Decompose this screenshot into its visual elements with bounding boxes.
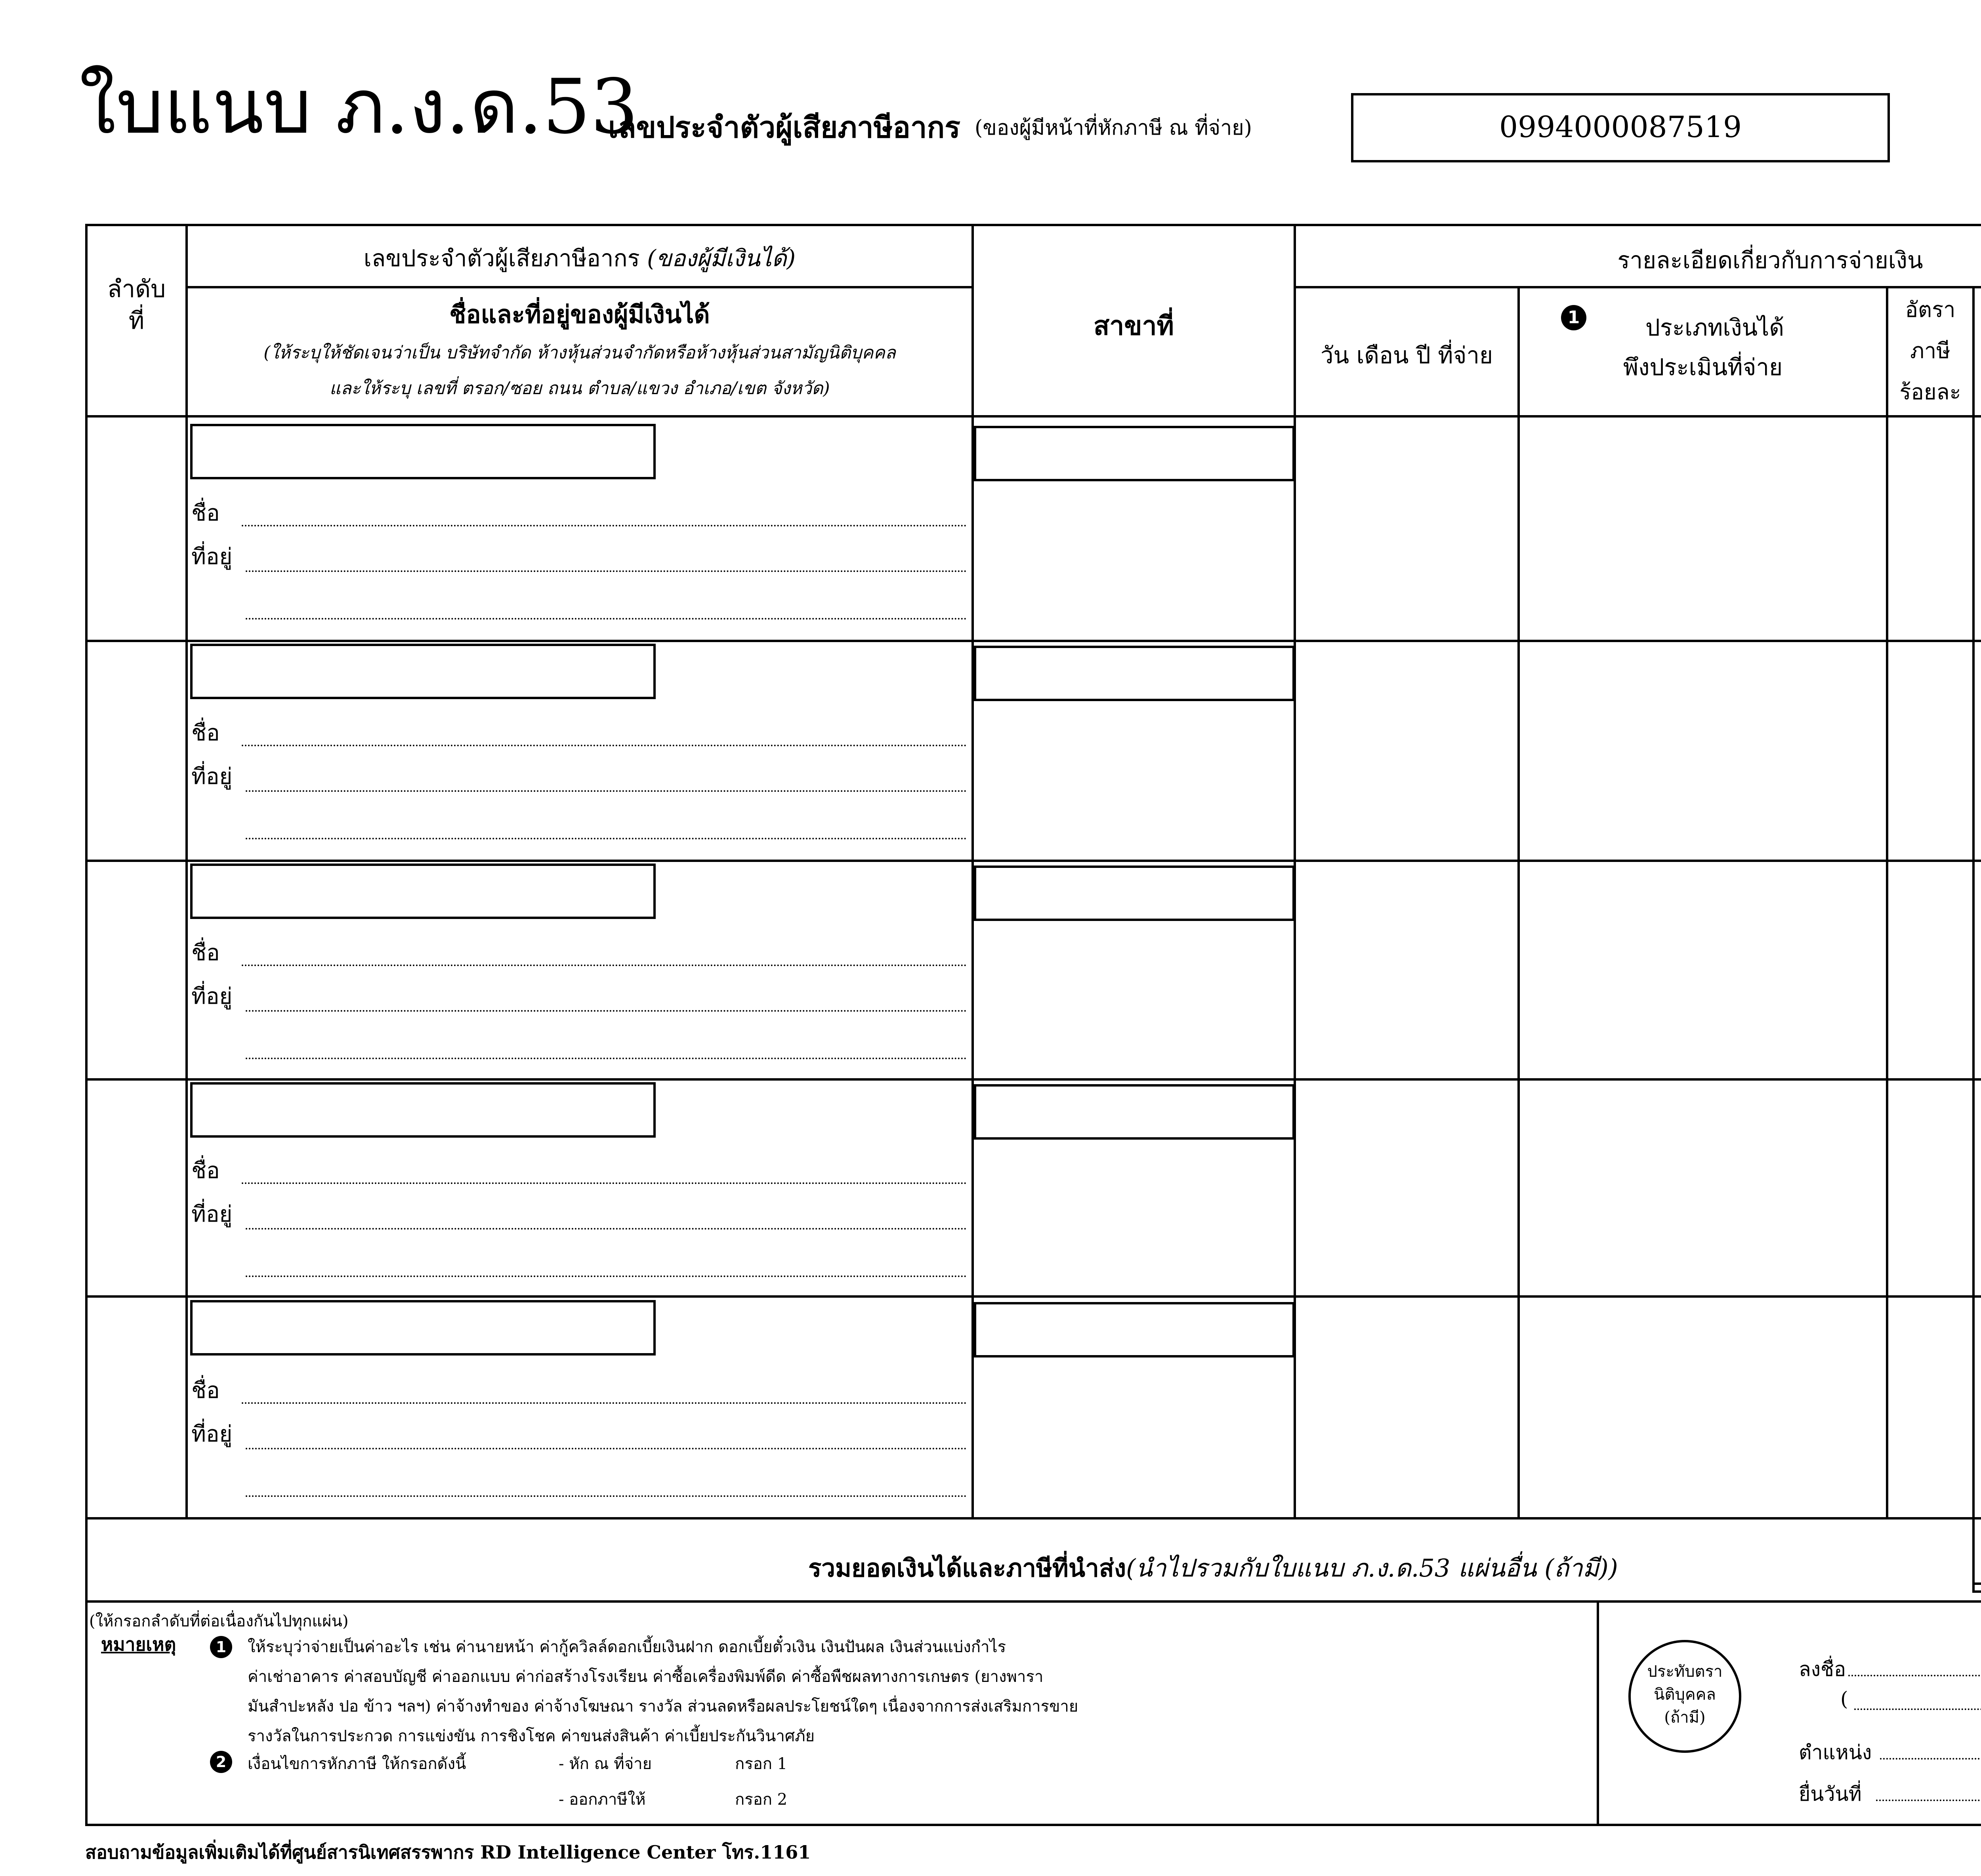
footer-divider (1597, 1600, 1599, 1826)
total-line (1972, 1582, 1981, 1585)
header-divider (185, 286, 974, 288)
col-amount-header (1975, 337, 1981, 372)
header-divider (1294, 286, 1981, 288)
col-name-note1: (ให้ระบุให้ชัดเจนว่าเป็น บริษัทจำกัด ห้างหุ้นส่วนจำกัดหรือห้างหุ้นส่วนสามัญนิติบุคคล (263, 343, 896, 363)
page-title: ใบแนบ ภ.ง.ด.53 (79, 63, 639, 151)
row4-taxid-input[interactable] (190, 1082, 656, 1138)
total-row-label (808, 1549, 1618, 1588)
row3-taxid-input[interactable] (190, 864, 656, 919)
total-note: (นำไปรวมกับใบแนบ ภ.ง.ด.53 แผ่นอื่น (ถ้ามี)) (1126, 1554, 1618, 1582)
row2-addr-line2[interactable] (246, 838, 967, 839)
seal-circle (1628, 1640, 1741, 1753)
marker-one-icon: 1 (1561, 305, 1586, 330)
row5-addr-line1[interactable] (246, 1448, 967, 1449)
col-income-header2: พึงประเมินที่จ่าย (1623, 354, 1783, 381)
remark-label: หมายเหตุ (101, 1634, 176, 1655)
col-name-header: ชื่อและที่อยู่ของผู้มีเงินได้ (449, 300, 710, 329)
row3-branch-input[interactable] (974, 866, 1295, 921)
col-payment-header: รายละเอียดเกี่ยวกับการจ่ายเงิน (1617, 247, 1923, 274)
submit-label: ยื่นวันที่ (1799, 1783, 1862, 1805)
submit-day-line[interactable] (1876, 1800, 1981, 1801)
position-line[interactable] (1880, 1758, 1981, 1760)
col-line (1886, 287, 1888, 1519)
row2-addr-label: ที่อยู่ (191, 764, 233, 789)
col-rate-header: อัตรา ภาษี ร้อยละ (1899, 297, 1961, 404)
row2-taxid-input[interactable] (190, 644, 656, 699)
row4-name-label: ชื่อ (191, 1158, 220, 1184)
row-divider (85, 1295, 1981, 1298)
col-taxid-text: เลขประจำตัวผู้เสียภาษีอากร (363, 245, 640, 272)
sign-name-line[interactable] (1854, 1708, 1981, 1710)
col-taxid-sub: (ของผู้มีเงินได้) (647, 245, 796, 272)
row5-addr-line2[interactable] (246, 1495, 967, 1497)
row2-name-label: ชื่อ (191, 720, 220, 746)
total-label: รวมยอดเงินได้และภาษีที่นำส่ง (808, 1554, 1126, 1582)
col-date-header: วัน เดือน ปี ที่จ่าย (1320, 342, 1493, 369)
row3-addr-line2[interactable] (246, 1058, 967, 1059)
total-bottom (85, 1600, 1981, 1603)
contact-info: สอบถามข้อมูลเพิ่มเติมได้ที่ศูนย์สารนิเทศสรรพากร RD Intelligence Center โทร.1161 (85, 1842, 811, 1863)
order-note: (ให้กรอกลำดับที่ต่อเนื่องกันไปทุกแผ่น) (89, 1612, 349, 1630)
col-income-header1: ประเภทเงินได้ (1645, 314, 1784, 341)
position-label: ตำแหน่ง (1799, 1741, 1872, 1764)
sign-label: ลงชื่อ (1799, 1658, 1846, 1681)
row1-name-label: ชื่อ (191, 500, 220, 526)
total-line (1972, 1590, 1981, 1593)
row1-addr-label: ที่อยู่ (191, 544, 233, 570)
row4-addr-line1[interactable] (246, 1228, 967, 1230)
row5-branch-input[interactable] (974, 1302, 1295, 1357)
row3-name-line[interactable] (242, 965, 967, 966)
row1-taxid-input[interactable] (190, 424, 656, 479)
seal-line1: ประทับตรา (1647, 1662, 1723, 1681)
row1-name-line[interactable] (242, 525, 967, 526)
seal-line2: นิติบุคคล (1654, 1685, 1716, 1704)
col-order-header: ลำดับ ที่ (107, 275, 166, 335)
cond2-code: กรอก 2 (735, 1790, 788, 1809)
row4-addr-line2[interactable] (246, 1275, 967, 1277)
col-line (1517, 287, 1520, 1519)
note1-line3: มันสำปะหลัง ปอ ข้าว ฯลฯ) ค่าจ้างทำของ ค่าจ้างโฆษณา รางวัล ส่วนลดหรือผลประโยชน์ใดๆ เนื่องจากการส่งเสริมการขาย (248, 1697, 1078, 1716)
col-taxid-header (188, 240, 971, 276)
row-divider (85, 640, 1981, 642)
row5-name-line[interactable] (242, 1402, 967, 1404)
note1-line4: รางวัลในการประกวด การแข่งขัน การชิงโชค ค่าขนส่งสินค้า ค่าเบี้ยประกันวินาศภัย (248, 1727, 815, 1745)
tax-id-field[interactable] (1351, 93, 1890, 162)
note-two-icon: 2 (210, 1751, 232, 1773)
row4-branch-input[interactable] (974, 1084, 1295, 1140)
tax-id-label: เลขประจำตัวผู้เสียภาษีอากร (608, 111, 961, 145)
row1-branch-input[interactable] (974, 426, 1295, 481)
row4-name-line[interactable] (242, 1182, 967, 1184)
row-divider (85, 1078, 1981, 1081)
header-bottom (85, 415, 1981, 418)
row2-branch-input[interactable] (974, 646, 1295, 701)
row4-addr-label: ที่อยู่ (191, 1201, 233, 1227)
row3-name-label: ชื่อ (191, 940, 220, 966)
row5-taxid-input[interactable] (190, 1300, 656, 1356)
col-name-note2: และให้ระบุ เลขที่ ตรอก/ซอย ถนน ตำบล/แขวง อำเภอ/เขต จังหวัด) (329, 378, 830, 398)
note2-line1: เงื่อนไขการหักภาษี ให้กรอกดังนี้ (248, 1755, 466, 1773)
cond1-label: - หัก ณ ที่จ่าย (559, 1755, 652, 1773)
row5-addr-label: ที่อยู่ (191, 1421, 233, 1447)
row5-name-label: ชื่อ (191, 1378, 220, 1403)
row2-name-line[interactable] (242, 745, 967, 746)
sign-line[interactable] (1848, 1675, 1981, 1676)
rows-bottom (85, 1517, 1981, 1519)
col-line (1972, 287, 1975, 1590)
row-divider (85, 860, 1981, 862)
row1-addr-line1[interactable] (246, 570, 967, 572)
col-branch-header: สาขาที่ (1093, 310, 1174, 341)
row1-addr-line2[interactable] (246, 618, 967, 620)
note1-line1: ให้ระบุว่าจ่ายเป็นค่าอะไร เช่น ค่านายหน้า ค่ากู้ควิลล์ดอกเบี้ยเงินฝาก ดอกเบี้ยตั๋วเงิน เงินปันผล เงินส่วนแบ่งกำไร (248, 1638, 1006, 1656)
row3-addr-label: ที่อยู่ (191, 984, 233, 1009)
row2-addr-line1[interactable] (246, 790, 967, 792)
row3-addr-line1[interactable] (246, 1010, 967, 1012)
col-line (185, 224, 188, 1519)
tax-id-sublabel: (ของผู้มีหน้าที่หักภาษี ณ ที่จ่าย) (975, 116, 1252, 140)
cond1-code: กรอก 1 (735, 1755, 788, 1773)
note2-marker (210, 1751, 232, 1773)
seal-line3: (ถ้ามี) (1664, 1708, 1706, 1727)
sign-paren-open: ( (1840, 1687, 1848, 1710)
tax-id-value: 0994000087519 (1499, 110, 1742, 144)
note1-marker (210, 1636, 232, 1658)
note-one-icon: 1 (210, 1636, 232, 1658)
cond2-label: - ออกภาษีให้ (559, 1790, 646, 1809)
note1-line2: ค่าเช่าอาคาร ค่าสอบบัญชี ค่าออกแบบ ค่าก่อสร้างโรงเรียน ค่าซื้อเครื่องพิมพ์ดีด ค่าซื้อพืชผลทางการเกษตร (ยางพารา (248, 1668, 1044, 1686)
